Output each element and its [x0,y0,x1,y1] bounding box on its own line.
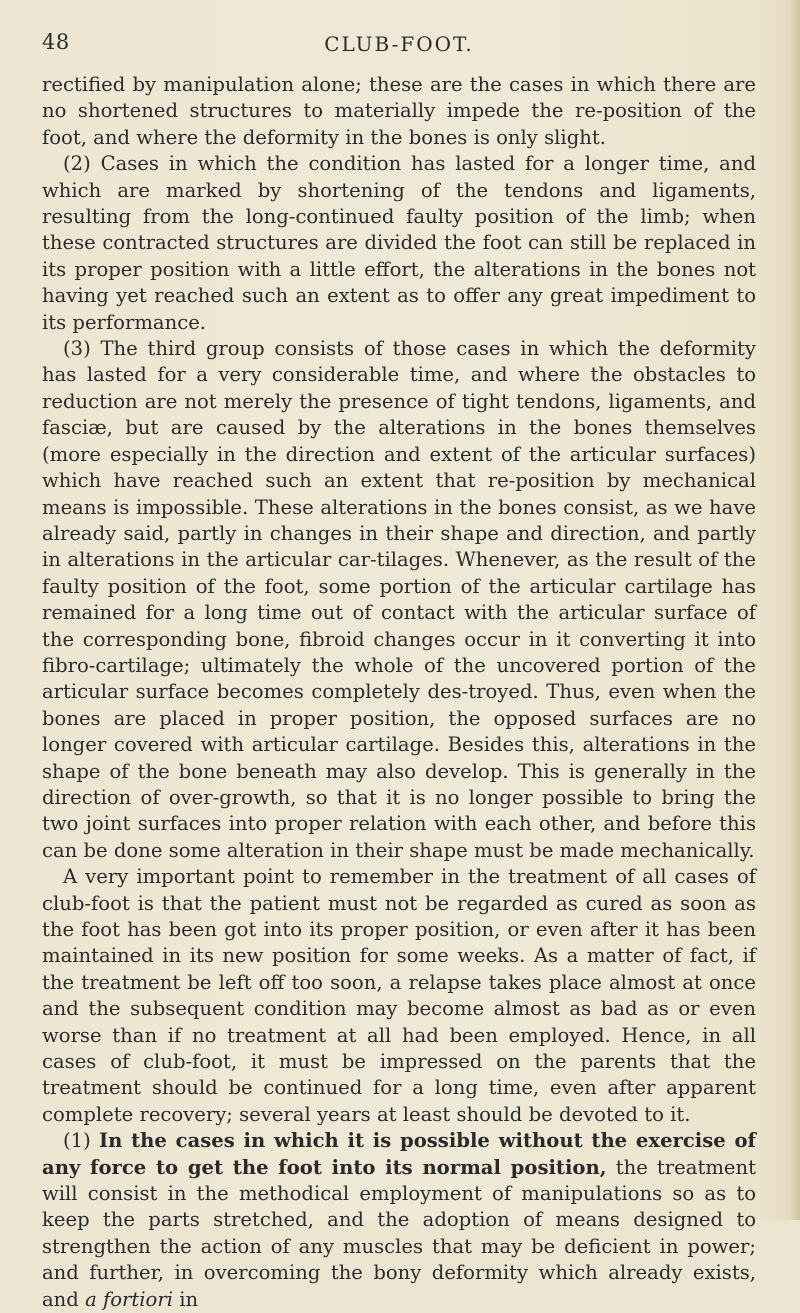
case-text: the treatment will consist in the methodical employment of manipulations so as to keep the parts stretched, and the adoption of means designed to strengthen the action of any muscles that may be deficient in power; and further, in overcoming the bony deformity which already exists, and [42,1155,756,1311]
body-text [42,72,756,1313]
case-heading: In the cases in which it is possible without the exercise of any force to get the foot into its normal position, [42,1129,756,1179]
paragraph-group-3: (3) The third group consists of those cases in which the deformity has lasted for a very considerable time, and where the obstacles to reduction are not merely the presence of tight tendons, ligaments, and fasciæ, but are caused by the alterations in the bones themselves (more especially in the direction and extent of the articular surfaces) which have reached such an extent that re-position by mechanical means is impossible. These alterations in the bones consist, as we have already said, partly in changes in their shape and direction, and partly in alterations in the articular car-tilages. Whenever, as the result of the faulty position of the foot, some portion of the articular cartilage has remained for a long time out of contact with the articular surface of the corresponding bone, fibroid changes occur in it converting it into fibro-cartilage; ultimately the whole of the uncovered portion of the articular surface becomes completely des-troyed. Thus, even when the bones are placed in proper position, the opposed surfaces are no longer covered with articular cartilage. Besides this, alterations in the shape of the bone beneath may also develop. This is generally in the direction of over-growth, so that it is no longer possible to bring the two joint surfaces into proper relation with each other, and before this can be done some alteration in their shape must be made mechanically. [42,337,756,862]
paragraph-continuation: rectified by manipulation alone; these are the cases in which there are no shortened structures to materially impede the re-position of the foot, and where the deformity in the bones is only slight. [42,73,756,149]
page-edge-shadow [790,0,800,1220]
running-head: CLUB-FOOT. [324,32,474,56]
case-text-tail: in [179,1287,199,1311]
paragraph-treatment-note: A very important point to remember in the treatment of all cases of club-foot is that the patient must not be regarded as cured as soon as the foot has been got into its proper position, or even after it has been maintained in its new position for some weeks. As a matter of fact, if the treatment be left off too soon, a relapse takes place almost at once and the subsequent condition may become almost as bad as or even worse than if no treatment at all had been employed. Hence, in all cases of club-foot, it must be impressed on the parents that the treatment should be continued for a long time, even after apparent complete recovery; several years at least should be devoted to it. [42,865,756,1126]
page-number: 48 [42,30,70,54]
paragraph-group-2: (2) Cases in which the condition has lasted for a longer time, and which are marked by shortening of the tendons and ligaments, resulting from the long-continued faulty position of the limb; when these contracted structures are divided the foot can still be replaced in its proper position with a little effort, the alterations in the bones not having yet reached such an extent as to offer any great impediment to its performance. [42,152,756,334]
case-number: (1) [63,1129,91,1153]
page-header [42,30,756,56]
italic-phrase: a fortiori [85,1287,173,1311]
paragraph-treatment-case-1 [42,1128,756,1313]
